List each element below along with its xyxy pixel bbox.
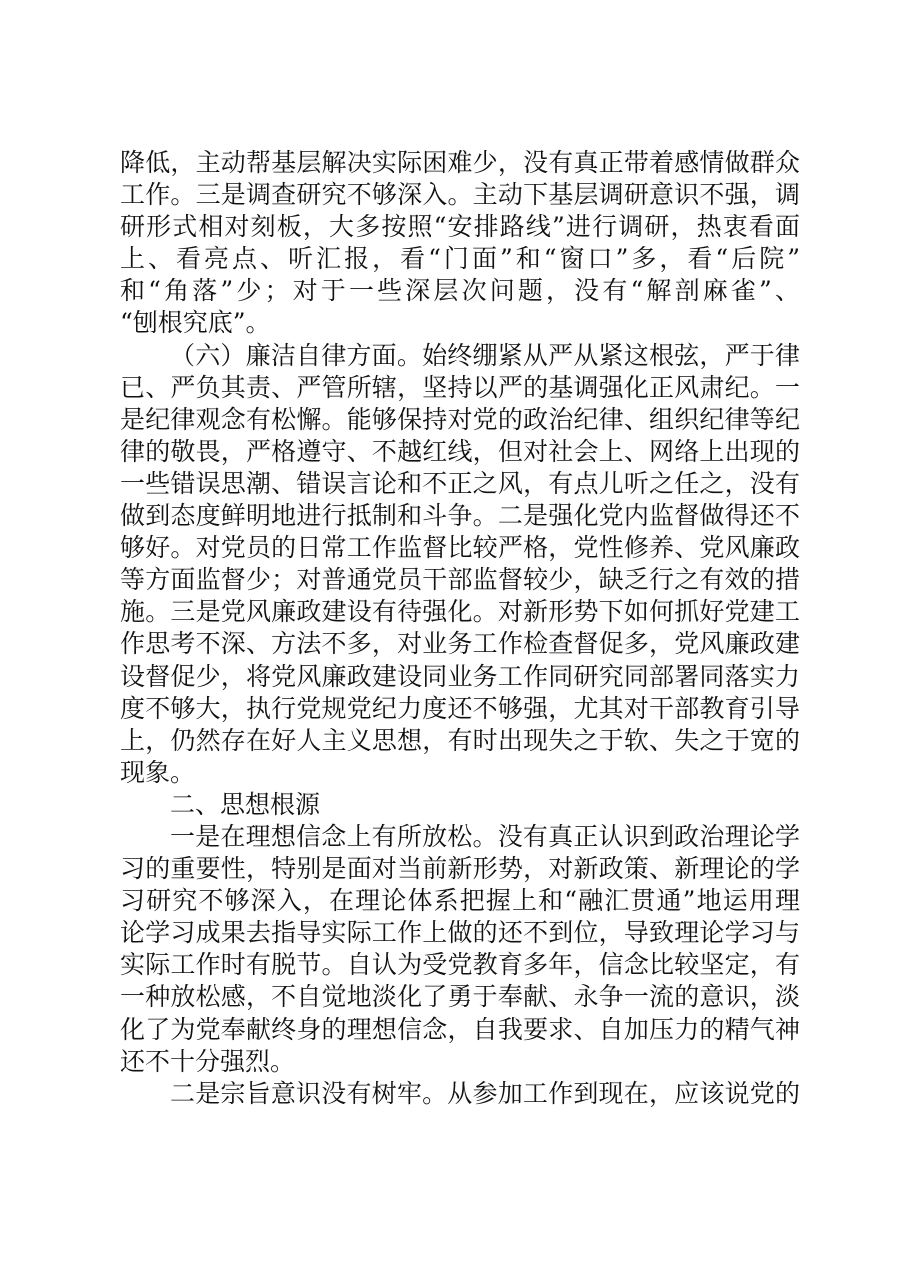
text-line: 一种放松感，不自觉地淡化了勇于奉献、永争一流的意识，淡 — [120, 982, 800, 1012]
text-line: 习研究不够深入，在理论体系把握上和“融汇贯通”地运用理 — [120, 886, 800, 916]
text-line: 论学习成果去指导实际工作上做的还不到位，导致理论学习与 — [120, 918, 800, 948]
text-line: 实际工作时有脱节。自认为受党教育多年，信念比较坚定，有 — [120, 950, 800, 980]
text-line: 和“角落”少；对于一些深层次问题，没有“解剖麻雀”、 — [120, 276, 800, 306]
text-line: 是纪律观念有松懈。能够保持对党的政治纪律、组织纪律等纪 — [120, 404, 800, 434]
text-line: 律的敬畏，严格遵守、不越红线，但对社会上、网络上出现的 — [120, 436, 800, 466]
text-line: 施。三是党风廉政建设有待强化。对新形势下如何抓好党建工 — [120, 597, 800, 627]
text-line: 降低，主动帮基层解决实际困难少，没有真正带着感情做群众 — [120, 148, 800, 177]
text-line: 上，仍然存在好人主义思想，有时出现失之于软、失之于宽的 — [120, 725, 800, 755]
text-line: 一些错误思潮、错误言论和不正之风，有点儿听之任之，没有 — [120, 468, 800, 498]
text-line: “刨根究底”。 — [120, 308, 271, 338]
text-line: （六）廉洁自律方面。始终绷紧从严从紧这根弦，严于律 — [170, 340, 800, 370]
text-line: 做到态度鲜明地进行抵制和斗争。二是强化党内监督做得还不 — [120, 501, 800, 531]
document-body — [120, 147, 800, 1110]
text-line: 作思考不深、方法不多，对业务工作检查督促多，党风廉政建 — [120, 629, 800, 659]
text-line: 习的重要性，特别是面对当前新形势，对新政策、新理论的学 — [120, 854, 800, 884]
text-line: 二是宗旨意识没有树牢。从参加工作到现在，应该说党的 — [170, 1078, 800, 1108]
text-line: 工作。三是调查研究不够深入。主动下基层调研意识不强，调 — [120, 180, 800, 210]
text-line: 够好。对党员的日常工作监督比较严格，党性修养、党风廉政 — [120, 533, 800, 563]
text-line: 已、严负其责、严管所辖，坚持以严的基调强化正风肃纪。一 — [120, 372, 800, 402]
text-line: 还不十分强烈。 — [120, 1046, 296, 1076]
text-line: 一是在理想信念上有所放松。没有真正认识到政治理论学 — [170, 821, 800, 851]
text-line: 设督促少，将党风廉政建设同业务工作同研究同部署同落实力 — [120, 661, 800, 691]
text-line: 等方面监督少；对普通党员干部监督较少，缺乏行之有效的措 — [120, 565, 800, 595]
text-line: 现象。 — [120, 757, 196, 787]
text-line: 上、看亮点、听汇报，看“门面”和“窗口”多，看“后院” — [120, 244, 800, 274]
text-line: 度不够大，执行党规党纪力度还不够强，尤其对干部教育引导 — [120, 693, 800, 723]
text-line: 二、思想根源 — [170, 789, 321, 819]
text-line: 研形式相对刻板，大多按照“安排路线”进行调研，热衷看面 — [120, 212, 800, 242]
text-line: 化了为党奉献终身的理想信念，自我要求、自加压力的精气神 — [120, 1014, 800, 1044]
